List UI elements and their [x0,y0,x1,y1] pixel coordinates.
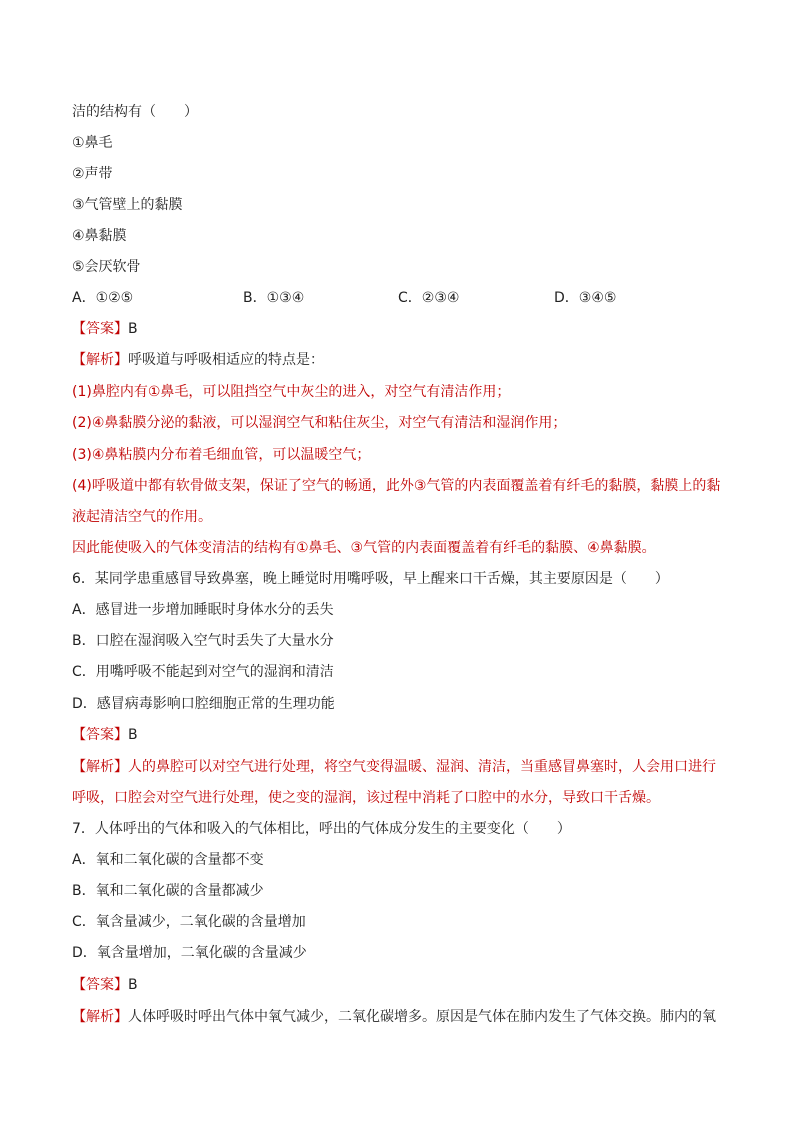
q5-item-4: ④鼻黏膜 [72,228,127,244]
q5-item-1: ①鼻毛 [72,135,113,151]
q7-answer-tag: 【答案】 [72,977,128,993]
q7-stem: 7．人体呼出的气体和吸入的气体相比，呼出的气体成分发生的主要变化（ ） [72,821,571,837]
q7-analysis-line-1 [72,1008,716,1026]
q7-answer: B [128,977,138,993]
q7-analysis-text-1: 人体呼吸时呼出气体中氧气减少，二氧化碳增多。原因是气体在肺内发生了气体交换。肺内的氧 [128,1009,716,1025]
q5-point-4: (4)呼吸道中都有软骨做支架，保证了空气的畅通，此外③气管的内表面覆盖着有纤毛的黏膜，黏膜上的黏 [72,478,721,494]
q5-item-5: ⑤会厌软骨 [72,259,141,275]
q6-stem: 6．某同学患重感冒导致鼻塞，晚上睡觉时用嘴呼吸，早上醒来口干舌燥，其主要原因是（ ） [72,571,669,587]
q5-answer-line [72,320,138,338]
q5-item-2: ②声带 [72,166,113,182]
q5-option-b: B．①③④ [243,290,305,306]
q5-answer: B [128,321,138,337]
q5-analysis-line [72,351,324,369]
q6-analysis-text-1: 人的鼻腔可以对空气进行处理，将空气变得温暖、湿润、清洁，当重感冒鼻塞时，人会用口进行 [128,759,716,775]
q5-analysis-intro: 呼吸道与呼吸相适应的特点是： [128,352,324,368]
q5-point-2: (2)④鼻黏膜分泌的黏液，可以湿润空气和粘住灰尘，对空气有清洁和湿润作用； [72,415,567,431]
q5-conclusion: 因此能使吸入的气体变清洁的结构有①鼻毛、③气管的内表面覆盖着有纤毛的黏膜、④鼻黏膜。 [72,540,656,556]
q6-option-b: B．口腔在湿润吸入空气时丢失了大量水分 [72,633,334,649]
q7-option-d: D．氧含量增加，二氧化碳的含量减少 [72,945,307,961]
q5-answer-tag: 【答案】 [72,321,128,337]
q6-analysis-tag: 【解析】 [72,759,128,775]
q5-options-row [72,289,732,307]
q7-option-b: B．氧和二氧化碳的含量都减少 [72,883,264,899]
q7-analysis-tag: 【解析】 [72,1009,128,1025]
q7-option-a: A．氧和二氧化碳的含量都不变 [72,852,264,868]
q5-option-d: D．③④⑤ [554,290,617,306]
q6-analysis-line-2: 呼吸，口腔会对空气进行处理，使之变的湿润，该过程中消耗了口腔中的水分，导致口干舌燥。 [72,790,660,806]
q6-option-a: A．感冒进一步增加睡眠时身体水分的丢失 [72,602,334,618]
q6-answer: B [128,727,138,743]
q5-option-c: C．②③④ [398,290,460,306]
q6-answer-tag: 【答案】 [72,727,128,743]
q5-point-3: (3)④鼻粘膜内分布着毛细血管，可以温暖空气； [72,447,371,463]
q7-option-c: C．氧含量减少，二氧化碳的含量增加 [72,914,306,930]
q6-option-d: D．感冒病毒影响口腔细胞正常的生理功能 [72,696,335,712]
q5-analysis-tag: 【解析】 [72,352,128,368]
q6-option-c: C．用嘴呼吸不能起到对空气的湿润和清洁 [72,664,334,680]
q6-answer-line [72,726,138,744]
q5-point-1: (1)鼻腔内有①鼻毛，可以阻挡空气中灰尘的进入，对空气有清洁作用； [72,384,511,400]
q5-point-4-cont: 液起清洁空气的作用。 [72,509,212,525]
q7-answer-line [72,976,138,994]
q5-stem-tail: 洁的结构有（ ） [72,104,198,120]
q6-analysis-line-1 [72,758,716,776]
q5-item-3: ③气管壁上的黏膜 [72,197,183,213]
q5-option-a: A．①②⑤ [72,290,134,306]
